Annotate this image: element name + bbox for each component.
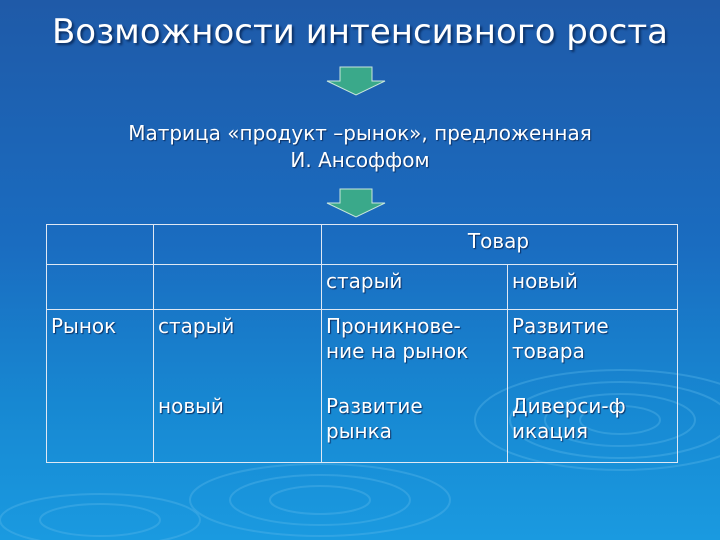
cell-market-penetration <box>322 310 508 391</box>
header-product: Товар <box>322 225 678 265</box>
row-header-old: старый <box>154 310 322 391</box>
cell-line: Развитие <box>326 394 423 418</box>
empty-cell <box>47 225 154 265</box>
cell-line: Развитие <box>512 314 609 338</box>
slide-subtitle <box>60 120 660 174</box>
subtitle-line-1: Матрица «продукт –рынок», предложенная <box>128 121 592 145</box>
table-row <box>47 310 678 391</box>
subtitle-line-2: И. Ансоффом <box>290 148 430 172</box>
empty-cell <box>154 265 322 310</box>
column-header-new: новый <box>508 265 678 310</box>
table-row <box>47 265 678 310</box>
cell-line: товара <box>512 339 585 363</box>
down-arrow-icon <box>326 66 386 96</box>
cell-line: ние на рынок <box>326 339 469 363</box>
cell-product-development <box>508 310 678 391</box>
cell-line: Диверси-ф <box>512 394 626 418</box>
cell-market-development <box>322 390 508 463</box>
empty-cell <box>154 225 322 265</box>
row-group-market: Рынок <box>47 310 154 463</box>
slide-title: Возможности интенсивного роста <box>51 12 669 52</box>
cell-diversification <box>508 390 678 463</box>
empty-cell <box>47 265 154 310</box>
down-arrow-icon <box>326 188 386 218</box>
row-header-new: новый <box>154 390 322 463</box>
cell-line: рынка <box>326 419 392 443</box>
ansoff-matrix-table <box>46 224 678 463</box>
table-row <box>47 225 678 265</box>
cell-line: икация <box>512 419 588 443</box>
column-header-old: старый <box>322 265 508 310</box>
cell-line: Проникнове- <box>326 314 461 338</box>
